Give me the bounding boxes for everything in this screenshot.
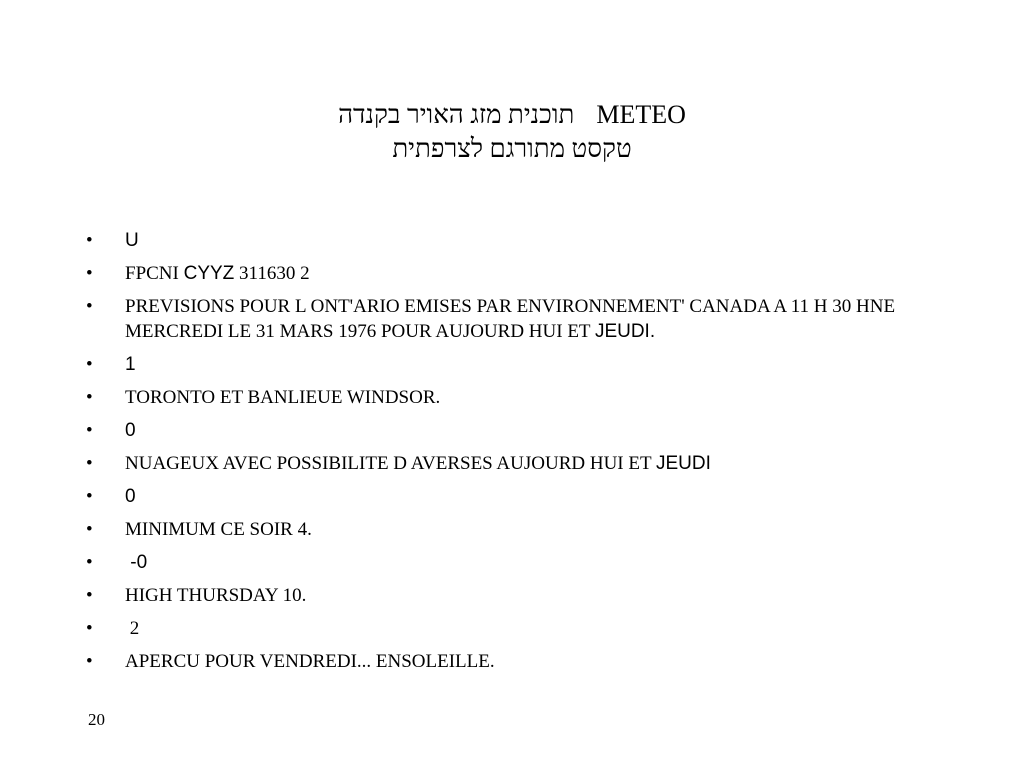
bullet-item-12 bbox=[86, 616, 946, 641]
bullet-text: 0 bbox=[125, 420, 136, 441]
bullet-list bbox=[86, 228, 946, 682]
slide-title-block bbox=[0, 98, 1024, 166]
bullet-dot: • bbox=[86, 519, 93, 540]
bullet-text: MINIMUM CE SOIR 4. bbox=[125, 519, 312, 540]
bullet-text: FPCNI bbox=[125, 263, 179, 284]
bullet-item-6 bbox=[86, 418, 946, 443]
bullet-dot: • bbox=[86, 618, 93, 639]
bullet-text: TORONTO ET BANLIEUE WINDSOR. bbox=[125, 387, 441, 408]
bullet-dot: • bbox=[86, 651, 93, 672]
bullet-text-sans: JEUDI. bbox=[594, 321, 656, 342]
bullet-text: 1 bbox=[125, 354, 136, 375]
slide-title bbox=[0, 98, 1024, 132]
bullet-text-tail: 311630 2 bbox=[239, 263, 310, 284]
bullet-item-1 bbox=[86, 228, 946, 253]
bullet-text: 2 bbox=[125, 618, 140, 639]
bullet-text: NUAGEUX AVEC POSSIBILITE D AVERSES AUJOURD HUI ET bbox=[125, 453, 652, 474]
bullet-text: 0 bbox=[125, 486, 136, 507]
bullet-dot: • bbox=[86, 296, 93, 317]
bullet-text: -0 bbox=[125, 552, 148, 573]
page-number: 20 bbox=[88, 710, 105, 729]
bullet-dot: • bbox=[86, 230, 93, 251]
bullet-text: U bbox=[125, 230, 139, 251]
subtitle-hebrew: טקסט מתורגם לצרפתית bbox=[392, 134, 632, 163]
title-hebrew: תוכנית מזג האויר בקנדה bbox=[338, 100, 575, 129]
bullet-dot: • bbox=[86, 420, 93, 441]
bullet-item-4 bbox=[86, 352, 946, 377]
bullet-dot: • bbox=[86, 486, 93, 507]
bullet-text: HIGH THURSDAY 10. bbox=[125, 585, 307, 606]
title-latin: METEO bbox=[596, 100, 686, 129]
bullet-item-10 bbox=[86, 550, 946, 575]
bullet-dot: • bbox=[86, 263, 93, 284]
bullet-dot: • bbox=[86, 552, 93, 573]
bullet-dot: • bbox=[86, 387, 93, 408]
bullet-text: PREVISIONS POUR L ONT'ARIO EMISES PAR ENVIRONNEMENT' CANADA A 11 H 30 HNE MERCREDI LE 31 MARS 1976 POUR AUJOURD HUI ET bbox=[125, 296, 896, 342]
slide-subtitle bbox=[0, 132, 1024, 166]
bullet-item-2 bbox=[86, 261, 946, 286]
bullet-item-5 bbox=[86, 385, 946, 410]
bullet-text-sans: JEUDI bbox=[656, 453, 711, 474]
bullet-item-13 bbox=[86, 649, 946, 674]
bullet-dot: • bbox=[86, 585, 93, 606]
bullet-dot: • bbox=[86, 354, 93, 375]
bullet-item-8 bbox=[86, 484, 946, 509]
bullet-item-9 bbox=[86, 517, 946, 542]
bullet-item-7 bbox=[86, 451, 946, 476]
bullet-item-11 bbox=[86, 583, 946, 608]
bullet-text: APERCU POUR VENDREDI... ENSOLEILLE. bbox=[125, 651, 495, 672]
bullet-dot: • bbox=[86, 453, 93, 474]
bullet-item-3 bbox=[86, 294, 946, 344]
bullet-text-sans: CYYZ bbox=[183, 263, 235, 284]
